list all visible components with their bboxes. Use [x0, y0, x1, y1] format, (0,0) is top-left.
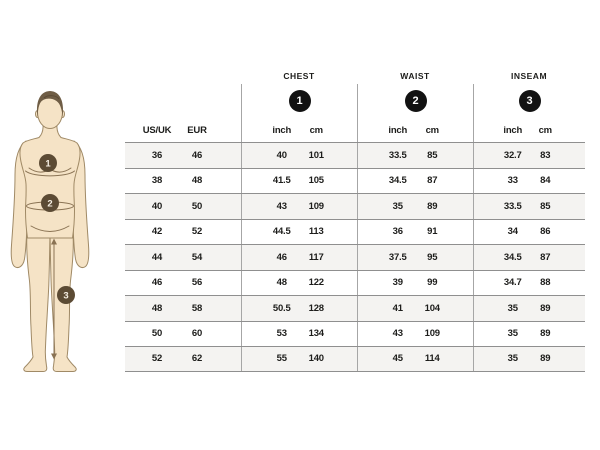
- table-row: [125, 193, 585, 219]
- chest-inch-value: 55: [276, 353, 287, 365]
- inseam-inch-value: 35: [507, 328, 518, 340]
- inseam-inch-value: 34.5: [503, 251, 522, 263]
- waist-inch-value: 43: [392, 328, 403, 340]
- chest-cm-header: cm: [309, 124, 323, 136]
- waist-cm-value: 85: [427, 149, 438, 161]
- us-uk-value: 38: [151, 175, 163, 187]
- chest-cells: [241, 296, 357, 321]
- table-row: [125, 295, 585, 321]
- inseam-cm-value: 86: [540, 226, 551, 238]
- waist-cells: [357, 296, 473, 321]
- inseam-cells: [473, 194, 585, 219]
- chest-cells: [241, 271, 357, 296]
- size-cells: [125, 143, 241, 168]
- waist-cm-value: 87: [427, 175, 438, 187]
- waist-cm-value: 114: [424, 353, 440, 365]
- chest-cm-value: 117: [308, 251, 324, 263]
- eur-value: 58: [191, 302, 203, 314]
- us-uk-value: 46: [151, 277, 163, 289]
- chest-badge-number: 1: [296, 95, 303, 107]
- inseam-cm-value: 89: [540, 353, 551, 365]
- inseam-inch-header: inch: [503, 124, 523, 136]
- group-header-chest: [241, 68, 357, 84]
- waist-inch-value: 35: [392, 200, 403, 212]
- waist-cells: [357, 143, 473, 168]
- chest-badge: [289, 90, 311, 112]
- waist-cells: [357, 322, 473, 347]
- inseam-badge-number: 3: [526, 95, 533, 107]
- size-cells: [125, 347, 241, 371]
- size-cells: [125, 169, 241, 194]
- waist-cells: [357, 347, 473, 371]
- inseam-cells: [473, 245, 585, 270]
- inseam-cells: [473, 347, 585, 371]
- inseam-inch-value: 33: [507, 175, 518, 187]
- waist-cm-value: 109: [424, 328, 440, 340]
- us-uk-value: 50: [151, 328, 163, 340]
- eur-value: 46: [191, 149, 203, 161]
- inseam-cm-value: 84: [540, 175, 551, 187]
- size-cells: [125, 245, 241, 270]
- inseam-cm-value: 89: [540, 328, 551, 340]
- waist-inch-value: 39: [392, 277, 403, 289]
- column-header-row: [125, 118, 585, 142]
- chest-inch-value: 41.5: [272, 175, 291, 187]
- size-chart-table: [125, 68, 585, 372]
- chest-cells: [241, 169, 357, 194]
- size-cells: [125, 296, 241, 321]
- chest-cells: [241, 347, 357, 371]
- inseam-inch-value: 35: [507, 353, 518, 365]
- chest-inch-value: 48: [276, 277, 287, 289]
- inseam-inch-value: 34.7: [503, 277, 522, 289]
- table-row: [125, 346, 585, 372]
- marker-badge-row: [125, 84, 585, 118]
- group-header-waist: [357, 68, 473, 84]
- eur-column-header: EUR: [187, 124, 207, 136]
- inseam-inch-value: 35: [507, 302, 518, 314]
- chest-cells: [241, 194, 357, 219]
- us-uk-value: 40: [151, 200, 163, 212]
- us-uk-value: 48: [151, 302, 163, 314]
- inseam-cm-value: 83: [540, 149, 551, 161]
- waist-cells: [357, 220, 473, 245]
- inseam-cells: [473, 220, 585, 245]
- size-cells: [125, 194, 241, 219]
- size-cells: [125, 322, 241, 347]
- waist-label: WAIST: [400, 71, 430, 81]
- table-row: [125, 244, 585, 270]
- waist-cm-value: 89: [427, 200, 438, 212]
- waist-inch-value: 36: [392, 226, 403, 238]
- body-figure-svg: [0, 85, 120, 380]
- table-row: [125, 142, 585, 168]
- waist-inch-value: 37.5: [388, 251, 407, 263]
- chest-cm-value: 105: [308, 175, 324, 187]
- chest-cells: [241, 245, 357, 270]
- us-uk-value: 44: [151, 251, 163, 263]
- table-row: [125, 168, 585, 194]
- chest-inch-value: 40: [276, 149, 287, 161]
- group-header-row: [125, 68, 585, 84]
- eur-value: 56: [191, 277, 203, 289]
- us-uk-column-header: US/UK: [142, 124, 172, 136]
- waist-inch-value: 34.5: [388, 175, 407, 187]
- body-figure: [0, 85, 120, 380]
- inseam-cm-header: cm: [538, 124, 552, 136]
- waist-inch-value: 45: [392, 353, 403, 365]
- chest-cm-value: 122: [308, 277, 324, 289]
- chest-cm-value: 140: [308, 353, 324, 365]
- inseam-cm-value: 89: [540, 302, 551, 314]
- inseam-cm-value: 85: [540, 200, 551, 212]
- chest-inch-value: 44.5: [272, 226, 291, 238]
- inseam-inch-value: 34: [507, 226, 518, 238]
- chest-cm-value: 134: [308, 328, 324, 340]
- inseam-inch-value: 33.5: [503, 200, 522, 212]
- waist-marker-number: 2: [47, 198, 53, 210]
- size-cells: [125, 220, 241, 245]
- table-row: [125, 321, 585, 347]
- inseam-cells: [473, 169, 585, 194]
- inseam-cells: [473, 143, 585, 168]
- group-header-sizes: [125, 68, 241, 84]
- inseam-inch-value: 32.7: [503, 149, 522, 161]
- eur-value: 54: [191, 251, 203, 263]
- eur-value: 48: [191, 175, 203, 187]
- us-uk-value: 52: [151, 353, 163, 365]
- us-uk-value: 42: [151, 226, 163, 238]
- inseam-cm-value: 88: [540, 277, 551, 289]
- waist-cells: [357, 245, 473, 270]
- waist-cm-header: cm: [425, 124, 439, 136]
- size-cells: [125, 271, 241, 296]
- waist-cells: [357, 169, 473, 194]
- chest-cells: [241, 220, 357, 245]
- chest-cells: [241, 143, 357, 168]
- chest-cm-value: 113: [308, 226, 324, 238]
- inseam-cells: [473, 271, 585, 296]
- torso: [20, 123, 80, 238]
- waist-badge: [405, 90, 427, 112]
- chest-marker-number: 1: [45, 158, 51, 170]
- eur-value: 50: [191, 200, 203, 212]
- inseam-cells: [473, 296, 585, 321]
- waist-cm-value: 95: [427, 251, 438, 263]
- table-row: [125, 219, 585, 245]
- waist-inch-value: 33.5: [388, 149, 407, 161]
- waist-cells: [357, 194, 473, 219]
- chest-inch-header: inch: [272, 124, 292, 136]
- chest-cm-value: 128: [308, 302, 324, 314]
- chest-inch-value: 46: [276, 251, 287, 263]
- chest-cm-value: 109: [308, 200, 324, 212]
- chest-inch-value: 53: [276, 328, 287, 340]
- table-row: [125, 270, 585, 296]
- waist-badge-number: 2: [412, 95, 419, 107]
- waist-cells: [357, 271, 473, 296]
- chest-inch-value: 50.5: [272, 302, 291, 314]
- chest-cells: [241, 322, 357, 347]
- inseam-label: INSEAM: [510, 71, 548, 81]
- inseam-marker-number: 3: [63, 290, 69, 302]
- inseam-cm-value: 87: [540, 251, 551, 263]
- inseam-cells: [473, 322, 585, 347]
- table-body: [125, 142, 585, 372]
- chest-label: CHEST: [283, 71, 315, 81]
- chest-inch-value: 43: [276, 200, 287, 212]
- left-leg: [24, 233, 50, 372]
- group-header-inseam: [473, 68, 585, 84]
- inseam-badge: [519, 90, 541, 112]
- eur-value: 60: [191, 328, 203, 340]
- eur-value: 52: [191, 226, 203, 238]
- eur-value: 62: [191, 353, 203, 365]
- us-uk-value: 36: [151, 149, 163, 161]
- waist-inch-value: 41: [392, 302, 403, 314]
- waist-inch-header: inch: [388, 124, 408, 136]
- waist-cm-value: 99: [427, 277, 438, 289]
- waist-cm-value: 104: [424, 302, 440, 314]
- chest-cm-value: 101: [308, 149, 324, 161]
- waist-cm-value: 91: [427, 226, 438, 238]
